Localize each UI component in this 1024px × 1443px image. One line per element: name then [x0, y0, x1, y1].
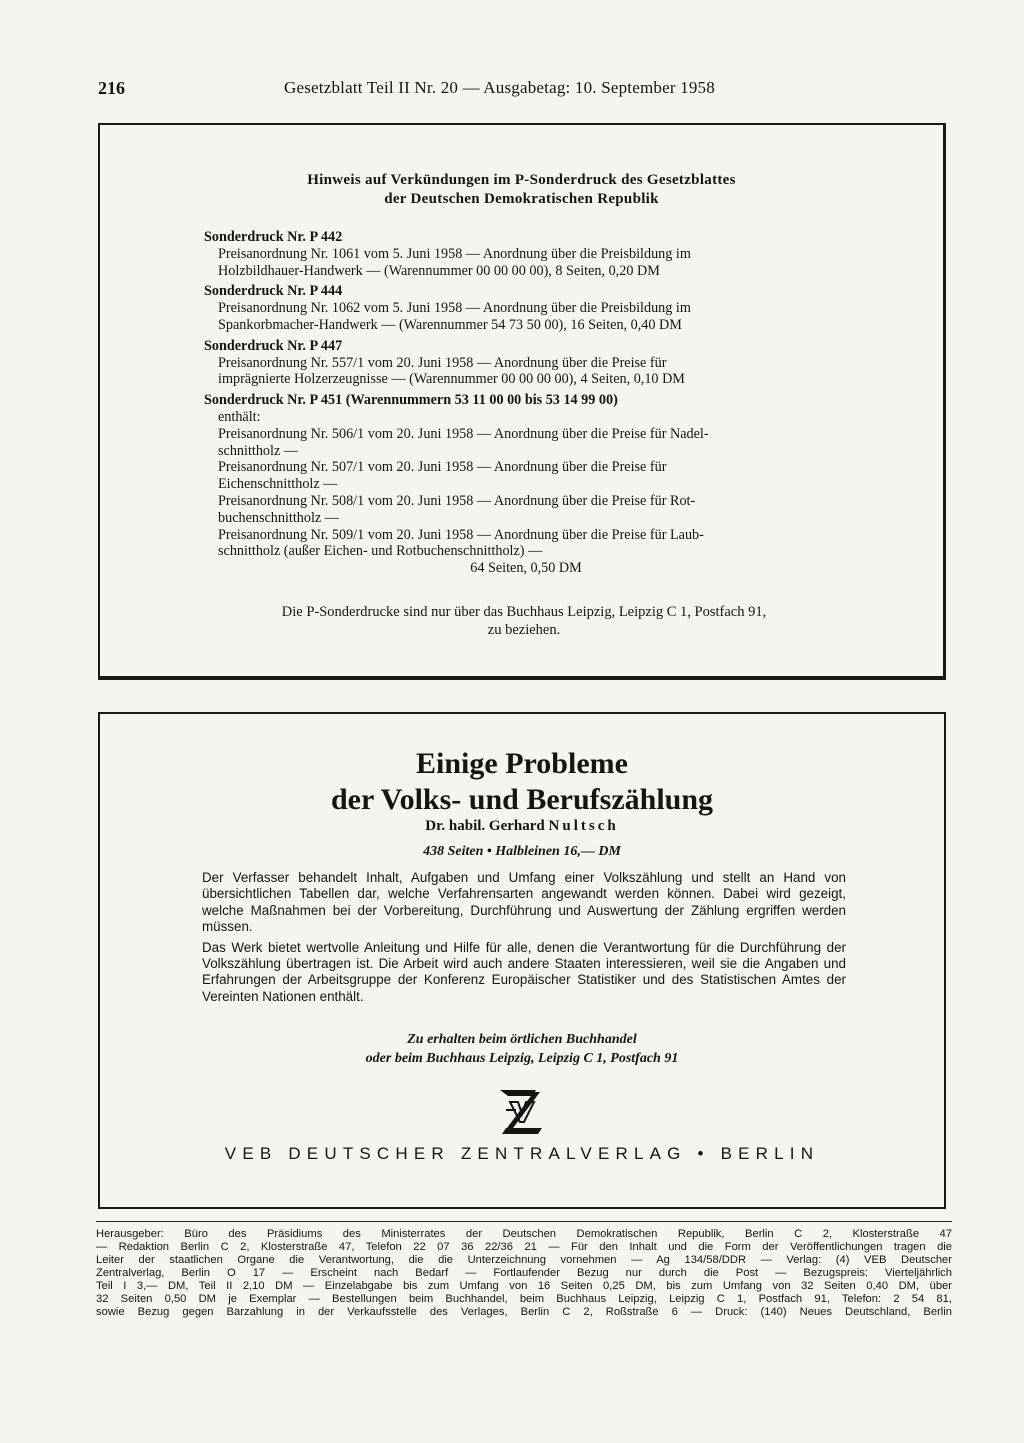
description-paragraph: Das Werk bietet wertvolle Anleitung und Hilfe für alle, denen die Verantwortung für die Durchführung der Volkszählung übertragen ist. Die Arbeit wird auch andere Staaten interessieren, weil sie die Angaben und Erfahrungen der Arbeitsgruppe der Konferenz Europäischer Statistiker und des Statistischen Amtes der Vereinten Nationen enthält. [202, 939, 846, 1004]
list-item [204, 392, 848, 577]
footer-divider [96, 1221, 952, 1222]
entry-text: Eichenschnittholz — [218, 476, 338, 493]
entry-text: schnittholz (außer Eichen- und Rotbuchenschnittholz) — [218, 543, 543, 560]
author-surname: Nultsch [548, 818, 619, 834]
sonderdruck-heading: Sonderdruck Nr. P 451 (Warennummern 53 11 00 00 bis 53 14 99 00) [204, 392, 618, 409]
description-paragraph: Der Verfasser behandelt Inhalt, Aufgaben und Umfang einer Volkszählung und stellt an Hand von übersichtlichen Tabellen dar, welche Verfahrensarten angewandt werden können. Dabei wird gezeigt, welche Maßnahmen bei der Vorbereitung, Durchführung und Auswertung der Zählung ergriffen werden müssen. [202, 870, 846, 935]
entry-text: Preisanordnung Nr. 508/1 vom 20. Juni 1958 — Anordnung über die Preise für Rot- [218, 492, 696, 509]
entry-text: Preisanordnung Nr. 507/1 vom 20. Juni 1958 — Anordnung über die Preise für [218, 459, 667, 476]
book-advert-box [98, 712, 946, 1209]
sonderdruck-text: imprägnierte Holzerzeugnisse — (Warennummer 00 00 00 00), 4 Seiten, 0,10 DM [218, 371, 685, 388]
sonderdruck-text: Preisanordnung Nr. 1061 vom 5. Juni 1958 — Anordnung über die Preisbildung im [218, 245, 691, 262]
sonderdruck-text: Preisanordnung Nr. 1062 vom 5. Juni 1958 — Anordnung über die Preisbildung im [218, 300, 691, 317]
imprint-line: sowie Bezug gegen Barzahlung in der Verkaufsstelle des Verlages, Berlin C 2, Roßstraße 6 — Druck: (140) Neues Deutschland, Berlin [96, 1306, 952, 1318]
notice-footer-line: Die P-Sonderdrucke sind nur über das Buchhaus Leipzig, Leipzig C 1, Postfach 91, [281, 604, 767, 620]
page-header [98, 78, 950, 102]
publisher-logo-icon [496, 1084, 548, 1140]
author-prefix: Dr. habil. Gerhard [425, 818, 545, 834]
publisher-name: VEB DEUTSCHER ZENTRALVERLAG • BERLIN [224, 1144, 820, 1163]
list-item [204, 229, 848, 279]
notice-title-line: Hinweis auf Verkündungen im P-Sonderdruck des Gesetzblattes [307, 172, 736, 188]
availability-line: Zu erhalten beim örtlichen Buchhandel [407, 1032, 637, 1047]
availability-note [100, 1030, 944, 1068]
imprint-line: Herausgeber: Büro des Präsidiums des Ministerrates der Deutschen Demokratischen Republik, Berlin C 2, Klosterstraße 47 [96, 1228, 952, 1240]
contains-label: enthält: [218, 408, 261, 425]
sonderdruck-notice-box [98, 123, 946, 680]
entry-text: Preisanordnung Nr. 506/1 vom 20. Juni 1958 — Anordnung über die Preise für Nadel- [218, 425, 709, 442]
sonderdruck-heading: Sonderdruck Nr. P 442 [204, 229, 343, 245]
book-title [100, 746, 944, 818]
entry-text: schnittholz — [218, 442, 298, 459]
book-title-line: Einige Probleme [416, 747, 628, 780]
book-details: 438 Seiten • Halbleinen 16,— DM [423, 844, 621, 859]
imprint-line: Leiter der staatlichen Organe die Verantwortung, die die Unterzeichnung vornehmen — Ag 134/58/DDR — Verlag: (4) VEB Deutscher [96, 1254, 952, 1266]
availability-line: oder beim Buchhaus Leipzig, Leipzig C 1, Postfach 91 [365, 1051, 679, 1066]
notice-title-line: der Deutschen Demokratischen Republik [384, 191, 659, 207]
imprint-line: Zentralverlag, Berlin O 17 — Erscheint nach Bedarf — Fortlaufender Bezug nur durch die Post — Bezugspreis: Vierteljährlich [96, 1267, 952, 1279]
imprint [96, 1228, 952, 1319]
list-item [204, 283, 848, 333]
notice-title [100, 171, 943, 209]
notice-list [204, 225, 848, 577]
list-item [204, 338, 848, 388]
notice-footer-line: zu beziehen. [487, 622, 561, 638]
book-author [100, 818, 944, 835]
imprint-line: Teil I 3,— DM, Teil II 2,10 DM — Einzelabgabe bis zum Umfang von 16 Seiten 0,25 DM, bis zum Umfang von 32 Seiten 0,40 DM, über [96, 1280, 952, 1292]
entry-summary: 64 Seiten, 0,50 DM [470, 560, 582, 577]
sonderdruck-text: Spankorbmacher-Handwerk — (Warennummer 54 73 50 00), 16 Seiten, 0,40 DM [218, 316, 682, 333]
sonderdruck-heading: Sonderdruck Nr. P 444 [204, 283, 343, 300]
notice-footer [192, 603, 856, 639]
sonderdruck-heading: Sonderdruck Nr. P 447 [204, 337, 343, 354]
page-number: 216 [98, 78, 125, 98]
sonderdruck-text: Preisanordnung Nr. 557/1 vom 20. Juni 1958 — Anordnung über die Preise für [218, 354, 667, 371]
imprint-line: — Redaktion Berlin C 2, Klosterstraße 47, Telefon 22 07 36 22/36 21 — Für den Inhalt und die Form der Veröffentlichungen tragen die [96, 1241, 952, 1253]
book-title-line: der Volks- und Berufszählung [330, 783, 714, 816]
imprint-line: 32 Seiten 0,50 DM je Exemplar — Bestellungen beim Buchhandel, beim Buchhaus Leipzig, Leipzig C 1, Postfach 91, Telefon: 2 54 81, [96, 1293, 952, 1305]
book-description [202, 870, 846, 1009]
entry-text: buchenschnittholz — [218, 509, 339, 526]
sonderdruck-text: Holzbildhauer-Handwerk — (Warennummer 00 00 00 00), 8 Seiten, 0,20 DM [218, 262, 660, 279]
header-title: Gesetzblatt Teil II Nr. 20 — Ausgabetag: 10. September 1958 [284, 78, 715, 97]
entry-text: Preisanordnung Nr. 509/1 vom 20. Juni 1958 — Anordnung über die Preise für Laub- [218, 526, 704, 543]
